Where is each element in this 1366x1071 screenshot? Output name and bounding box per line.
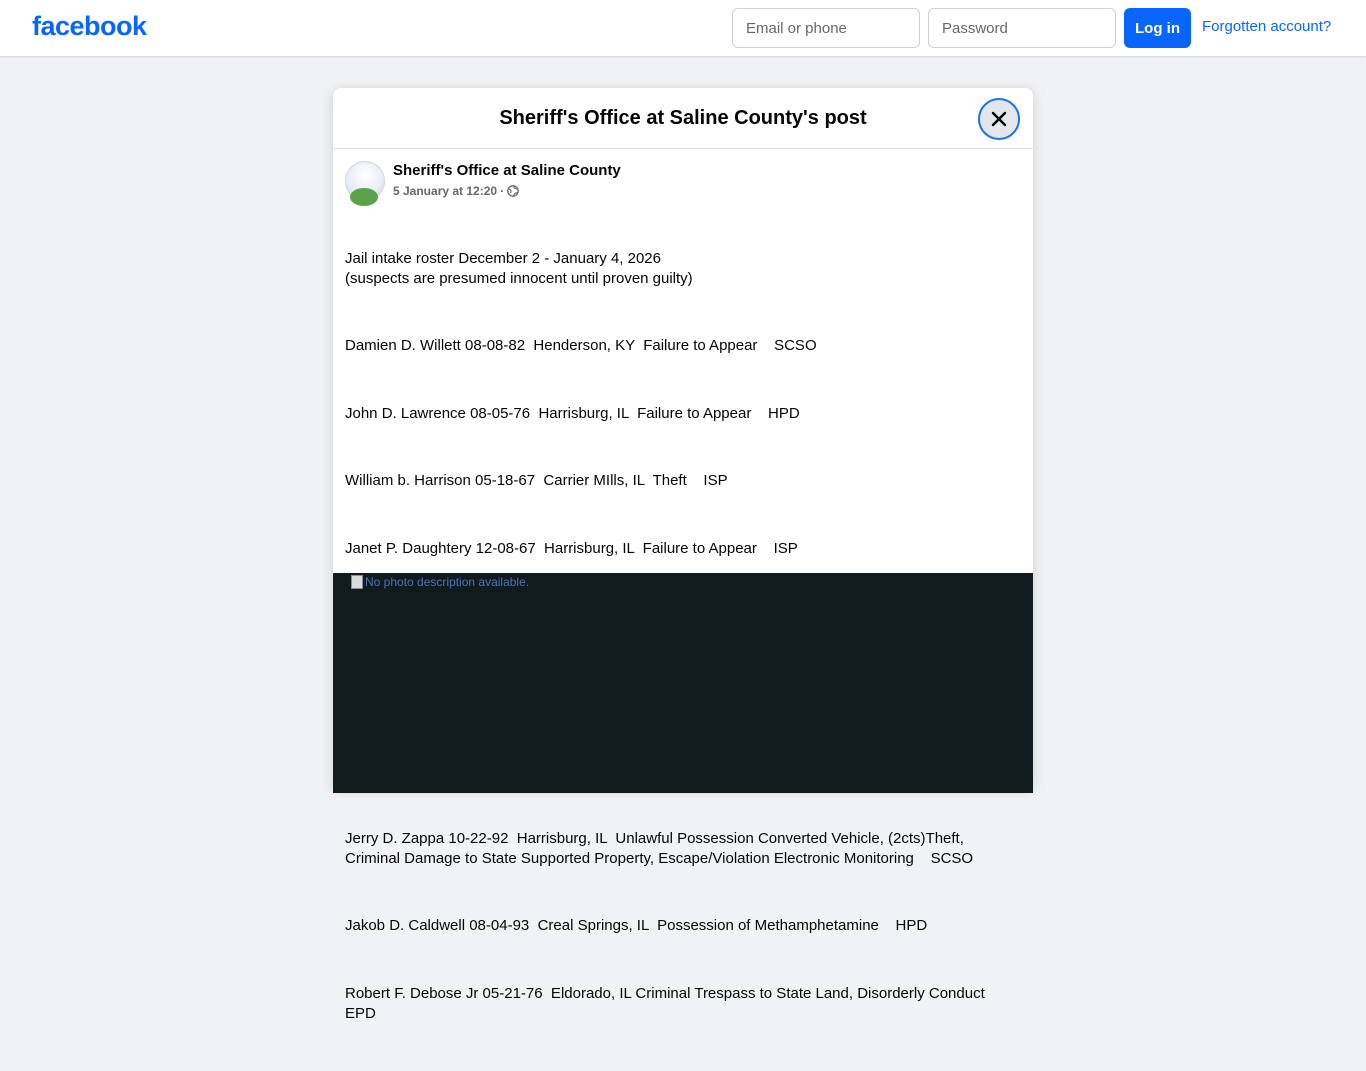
roster-entry: William b. Harrison 05-18-67 Carrier MIlls, IL Theft ISP <box>345 472 728 489</box>
post-header <box>333 149 1033 201</box>
post-intro: Jail intake roster December 2 - January 4, 2026 (suspects are presumed innocent until proven guilty) <box>345 250 693 287</box>
facebook-logo[interactable]: facebook <box>32 11 147 41</box>
close-icon <box>990 110 1008 128</box>
roster-entry: Jakob D. Caldwell 08-04-93 Creal Springs, IL Possession of Methamphetamine HPD <box>345 917 928 934</box>
roster-entry: Robert F. Debose Jr 05-21-76 Eldorado, IL Criminal Trespass to State Land, Disorderly Conduct EPD <box>345 984 1002 1022</box>
top-navigation-bar <box>0 0 1366 56</box>
roster-entry: Janet P. Daughtery 12-08-67 Harrisburg, IL Failure to Appear ISP <box>345 539 798 557</box>
globe-icon[interactable] <box>507 185 519 197</box>
photo-alt-label: No photo description available. <box>365 575 530 589</box>
dialog-header <box>333 88 1033 149</box>
post-timestamp[interactable]: 5 January at 12:20 <box>393 184 498 198</box>
author-name[interactable]: Sheriff's Office at Saline County <box>393 162 621 179</box>
forgot-account-link[interactable]: Forgotten account? <box>1202 18 1332 35</box>
email-field[interactable] <box>732 8 920 48</box>
photo-alt-text <box>351 575 529 589</box>
post-meta <box>393 184 519 198</box>
meta-separator: · <box>500 184 505 198</box>
close-button[interactable] <box>978 98 1020 140</box>
broken-image-icon <box>351 575 363 589</box>
roster-entry: Jerry D. Zappa 10-22-92 Harrisburg, IL Unlawful Possession Converted Vehicle, (2cts)Theft, Criminal Damage to State Supported Property, Escape/Violation Electronic Monitoring SCSO <box>345 829 974 867</box>
avatar[interactable] <box>345 161 385 201</box>
password-field[interactable] <box>928 8 1116 48</box>
dialog-title: Sheriff's Office at Saline County's post <box>499 107 867 129</box>
post-photo[interactable] <box>333 573 1033 793</box>
avatar-image-hill <box>350 188 378 206</box>
roster-entry: John D. Lawrence 08-05-76 Harrisburg, IL Failure to Appear HPD <box>345 404 800 422</box>
post-dialog <box>333 88 1033 1022</box>
roster-entry: Damien D. Willett 08-08-82 Henderson, KY Failure to Appear SCSO <box>345 337 817 354</box>
login-button[interactable]: Log in <box>1124 8 1191 48</box>
